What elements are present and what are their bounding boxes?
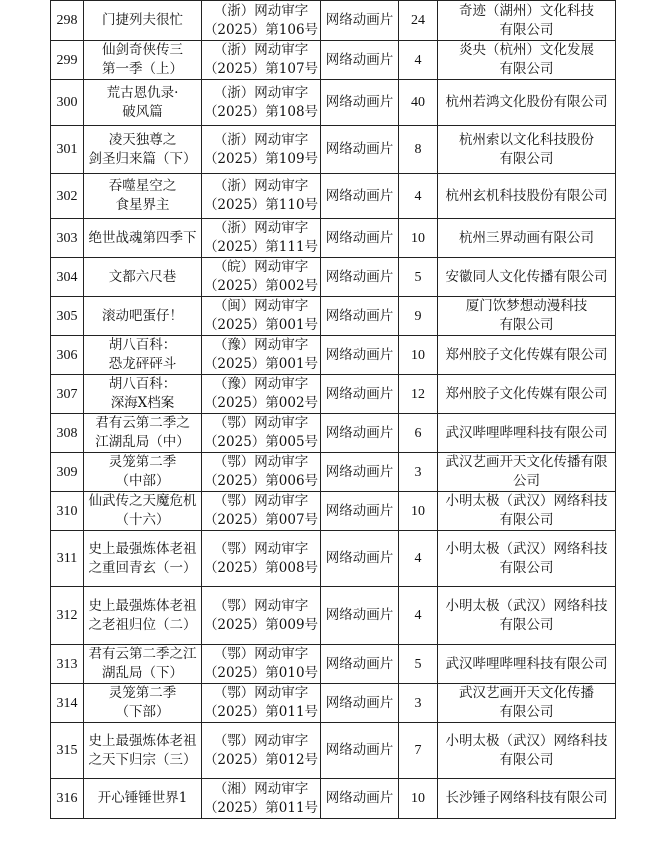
title-cell <box>84 41 202 80</box>
company-cell-line: 炎央（杭州）文化发展 <box>459 42 594 58</box>
title-cell <box>84 375 202 414</box>
company-cell-line: 武汉哔哩哔哩科技有限公司 <box>445 655 608 672</box>
title-cell <box>84 174 202 219</box>
approval-number-cell-line: （2025）第001号 <box>203 317 319 333</box>
company-cell-line: 郑州胶子文化传媒有限公司 <box>445 346 608 363</box>
title-cell <box>84 414 202 453</box>
company-cell <box>438 297 616 336</box>
company-cell <box>438 174 616 219</box>
row-number-cell: 310 <box>51 492 84 531</box>
category-cell: 网络动画片 <box>321 779 399 819</box>
title-cell-line: 剑圣归来篇（下） <box>88 150 197 167</box>
row-number-cell: 315 <box>51 723 84 779</box>
approval-number-cell <box>202 80 321 126</box>
company-cell <box>438 41 616 80</box>
table-row <box>51 41 616 80</box>
title-cell <box>84 219 202 258</box>
row-number-cell: 305 <box>51 297 84 336</box>
company-cell <box>438 414 616 453</box>
company-cell-line: 有限公司 <box>499 150 554 167</box>
approval-number-cell <box>202 41 321 80</box>
episodes-cell: 40 <box>399 80 438 126</box>
table-row <box>51 414 616 453</box>
approval-number-cell <box>202 645 321 684</box>
table-row <box>51 174 616 219</box>
company-cell-line: 郑州胶子文化传媒有限公司 <box>445 385 608 402</box>
table-row <box>51 453 616 492</box>
episodes-cell: 4 <box>399 174 438 219</box>
approval-number-cell <box>202 336 321 375</box>
title-cell-line: 食星界主 <box>115 197 170 213</box>
company-cell <box>438 684 616 723</box>
episodes-cell: 8 <box>399 126 438 174</box>
episodes-cell: 10 <box>399 219 438 258</box>
title-cell-line: 文都六尺巷 <box>108 268 177 285</box>
company-cell-line: 有限公司 <box>499 21 554 38</box>
table-row <box>51 126 616 174</box>
category-cell: 网络动画片 <box>321 453 399 492</box>
title-cell-line: 之重回青玄（一） <box>88 559 197 576</box>
row-number-cell: 302 <box>51 174 84 219</box>
company-cell-line: 有限公司 <box>499 559 554 576</box>
title-cell-line: 江湖乱局（中） <box>95 434 190 450</box>
title-cell-line: （中部） <box>115 473 170 489</box>
company-cell <box>438 779 616 819</box>
table-body <box>51 1 616 819</box>
title-cell-line: 胡八百科： <box>108 337 177 353</box>
approval-number-cell <box>202 126 321 174</box>
title-cell <box>84 80 202 126</box>
company-cell-line: 公司 <box>513 473 540 489</box>
title-cell-line: 灵笼第二季 <box>108 454 177 470</box>
approval-number-cell-line: （2025）第001号 <box>203 356 319 372</box>
approval-number-cell-line: （2025）第006号 <box>203 473 319 489</box>
company-cell-line: 有限公司 <box>499 616 554 633</box>
episodes-cell: 5 <box>399 258 438 297</box>
table-row <box>51 779 616 819</box>
category-cell: 网络动画片 <box>321 375 399 414</box>
company-cell <box>438 492 616 531</box>
title-cell-line: 开心锤锤世界1 <box>97 790 188 806</box>
episodes-cell: 6 <box>399 414 438 453</box>
title-cell <box>84 258 202 297</box>
row-number-cell: 309 <box>51 453 84 492</box>
company-cell <box>438 453 616 492</box>
approval-number-cell-line: （2025）第107号 <box>203 61 319 77</box>
company-cell-line: 小明太极（武汉）网络科技 <box>445 597 608 614</box>
episodes-cell: 12 <box>399 375 438 414</box>
company-cell <box>438 336 616 375</box>
title-cell-line: （十六） <box>115 512 170 528</box>
approval-number-cell-line: （浙）网动审字 <box>213 178 309 194</box>
episodes-cell: 4 <box>399 587 438 645</box>
approval-number-cell-line: （2025）第108号 <box>203 103 319 120</box>
company-cell <box>438 531 616 587</box>
title-cell <box>84 297 202 336</box>
company-cell-line: 厦门饮梦想动漫科技 <box>465 298 588 314</box>
company-cell-line: 有限公司 <box>499 317 554 333</box>
category-cell: 网络动画片 <box>321 492 399 531</box>
table-row <box>51 587 616 645</box>
approval-number-cell-line: （2025）第008号 <box>203 559 319 576</box>
approval-number-cell <box>202 531 321 587</box>
approval-number-cell-line: （2025）第002号 <box>203 278 319 294</box>
approval-table <box>50 0 616 819</box>
episodes-cell: 7 <box>399 723 438 779</box>
approval-number-cell <box>202 453 321 492</box>
row-number-cell: 298 <box>51 1 84 41</box>
table-row <box>51 684 616 723</box>
approval-number-cell-line: （鄂）网动审字 <box>213 415 309 431</box>
company-cell-line: 安徽同人文化传播有限公司 <box>445 268 608 285</box>
company-cell-line: 武汉艺画开天文化传播有限 <box>445 454 608 470</box>
title-cell <box>84 1 202 41</box>
category-cell: 网络动画片 <box>321 174 399 219</box>
approval-number-cell <box>202 174 321 219</box>
company-cell <box>438 375 616 414</box>
company-cell-line: 杭州索以文化科技股份 <box>459 131 594 148</box>
title-cell-line: 滚动吧蛋仔！ <box>102 307 183 324</box>
title-cell-line: 之天下归宗（三） <box>88 751 197 768</box>
table-row <box>51 258 616 297</box>
approval-number-cell-line: （2025）第005号 <box>203 434 319 450</box>
company-cell <box>438 723 616 779</box>
category-cell: 网络动画片 <box>321 1 399 41</box>
title-cell-line: （下部） <box>115 704 170 720</box>
company-cell-line: 奇迹（湖州）文化科技 <box>459 2 594 19</box>
category-cell: 网络动画片 <box>321 723 399 779</box>
title-cell <box>84 336 202 375</box>
company-cell <box>438 1 616 41</box>
page-bottom-margin <box>0 840 660 866</box>
title-cell-line: 君有云第二季之江 <box>88 646 197 662</box>
company-cell-line: 有限公司 <box>499 512 554 528</box>
title-cell-line: 史上最强炼体老祖 <box>88 540 197 557</box>
row-number-cell: 307 <box>51 375 84 414</box>
table-row <box>51 492 616 531</box>
category-cell: 网络动画片 <box>321 126 399 174</box>
category-cell: 网络动画片 <box>321 587 399 645</box>
approval-number-cell-line: （豫）网动审字 <box>213 337 309 353</box>
approval-number-cell-line: （2025）第106号 <box>203 21 319 38</box>
approval-number-cell <box>202 1 321 41</box>
company-cell-line: 杭州三界动画有限公司 <box>459 229 594 246</box>
approval-number-cell-line: （2025）第010号 <box>203 665 319 681</box>
row-number-cell: 300 <box>51 80 84 126</box>
category-cell: 网络动画片 <box>321 297 399 336</box>
approval-number-cell-line: （鄂）网动审字 <box>213 540 309 557</box>
table-row <box>51 297 616 336</box>
row-number-cell: 299 <box>51 41 84 80</box>
company-cell <box>438 219 616 258</box>
episodes-cell: 5 <box>399 645 438 684</box>
category-cell: 网络动画片 <box>321 684 399 723</box>
table-row <box>51 375 616 414</box>
title-cell-line: 门捷列夫很忙 <box>102 12 183 28</box>
category-cell: 网络动画片 <box>321 219 399 258</box>
approval-number-cell <box>202 779 321 819</box>
approval-number-cell-line: （2025）第111号 <box>203 239 319 255</box>
table-row <box>51 1 616 41</box>
approval-number-cell-line: （2025）第012号 <box>203 751 319 768</box>
episodes-cell: 3 <box>399 684 438 723</box>
table-row <box>51 336 616 375</box>
row-number-cell: 316 <box>51 779 84 819</box>
approval-number-cell <box>202 414 321 453</box>
approval-number-cell <box>202 492 321 531</box>
title-cell <box>84 453 202 492</box>
row-number-cell: 313 <box>51 645 84 684</box>
company-cell-line: 杭州若鸿文化股份有限公司 <box>445 94 608 110</box>
title-cell <box>84 779 202 819</box>
title-cell <box>84 645 202 684</box>
title-cell-line: 湖乱局（下） <box>102 665 183 681</box>
approval-number-cell <box>202 258 321 297</box>
company-cell <box>438 80 616 126</box>
table-row <box>51 645 616 684</box>
episodes-cell: 10 <box>399 779 438 819</box>
title-cell-line: 绝世战魂第四季下 <box>88 229 197 246</box>
row-number-cell: 301 <box>51 126 84 174</box>
title-cell-line: 之老祖归位（二） <box>88 616 197 633</box>
company-cell-line: 小明太极（武汉）网络科技 <box>445 493 608 509</box>
approval-number-cell-line: （浙）网动审字 <box>213 84 309 101</box>
approval-number-cell-line: （浙）网动审字 <box>213 42 309 58</box>
approval-number-cell-line: （2025）第110号 <box>203 197 319 213</box>
approval-number-cell-line: （浙）网动审字 <box>213 220 309 236</box>
company-cell-line: 长沙锤子网络科技有限公司 <box>445 790 608 806</box>
row-number-cell: 306 <box>51 336 84 375</box>
title-cell-line: 荒古恩仇录· <box>106 84 179 101</box>
approval-number-cell-line: （鄂）网动审字 <box>213 732 309 749</box>
row-number-cell: 314 <box>51 684 84 723</box>
approval-number-cell-line: （豫）网动审字 <box>213 376 309 392</box>
episodes-cell: 10 <box>399 336 438 375</box>
category-cell: 网络动画片 <box>321 336 399 375</box>
approval-number-cell-line: （2025）第007号 <box>203 512 319 528</box>
company-cell-line: 有限公司 <box>499 704 554 720</box>
approval-number-cell-line: （鄂）网动审字 <box>213 646 309 662</box>
table-row <box>51 219 616 258</box>
episodes-cell: 9 <box>399 297 438 336</box>
approval-number-cell-line: （鄂）网动审字 <box>213 597 309 614</box>
approval-number-cell-line: （2025）第009号 <box>203 616 319 633</box>
approval-number-cell <box>202 684 321 723</box>
title-cell-line: 胡八百科： <box>108 376 177 392</box>
approval-number-cell-line: （2025）第002号 <box>203 395 319 411</box>
approval-number-cell-line: （2025）第011号 <box>203 799 319 816</box>
approval-number-cell-line: （2025）第109号 <box>203 150 319 167</box>
company-cell-line: 杭州玄机科技股份有限公司 <box>445 187 608 204</box>
title-cell <box>84 531 202 587</box>
title-cell <box>84 587 202 645</box>
approval-number-cell-line: （浙）网动审字 <box>213 2 309 19</box>
category-cell: 网络动画片 <box>321 80 399 126</box>
row-number-cell: 312 <box>51 587 84 645</box>
table-row <box>51 723 616 779</box>
company-cell-line: 武汉哔哩哔哩科技有限公司 <box>445 424 608 441</box>
title-cell-line: 吞噬星空之 <box>108 178 177 194</box>
category-cell: 网络动画片 <box>321 414 399 453</box>
title-cell-line: 深海X档案 <box>110 395 175 411</box>
title-cell-line: 仙武传之天魔危机 <box>88 493 197 509</box>
company-cell <box>438 587 616 645</box>
table-row <box>51 80 616 126</box>
row-number-cell: 308 <box>51 414 84 453</box>
title-cell-line: 史上最强炼体老祖 <box>88 732 197 749</box>
category-cell: 网络动画片 <box>321 41 399 80</box>
title-cell <box>84 126 202 174</box>
episodes-cell: 10 <box>399 492 438 531</box>
approval-number-cell-line: （鄂）网动审字 <box>213 493 309 509</box>
approval-number-cell-line: （湘）网动审字 <box>213 780 309 797</box>
approval-number-cell <box>202 297 321 336</box>
row-number-cell: 303 <box>51 219 84 258</box>
approval-number-cell <box>202 375 321 414</box>
title-cell-line: 史上最强炼体老祖 <box>88 597 197 614</box>
episodes-cell: 3 <box>399 453 438 492</box>
episodes-cell: 4 <box>399 41 438 80</box>
category-cell: 网络动画片 <box>321 645 399 684</box>
title-cell <box>84 492 202 531</box>
category-cell: 网络动画片 <box>321 258 399 297</box>
approval-number-cell-line: （浙）网动审字 <box>213 131 309 148</box>
approval-number-cell-line: （2025）第011号 <box>203 704 319 720</box>
approval-number-cell-line: （鄂）网动审字 <box>213 454 309 470</box>
company-cell-line: 有限公司 <box>499 61 554 77</box>
company-cell-line: 武汉艺画开天文化传播 <box>459 685 594 701</box>
approval-number-cell-line: （皖）网动审字 <box>213 259 309 275</box>
approval-number-cell <box>202 219 321 258</box>
company-cell-line: 小明太极（武汉）网络科技 <box>445 732 608 749</box>
episodes-cell: 4 <box>399 531 438 587</box>
company-cell <box>438 258 616 297</box>
company-cell <box>438 645 616 684</box>
company-cell <box>438 126 616 174</box>
title-cell-line: 灵笼第二季 <box>108 685 177 701</box>
row-number-cell: 304 <box>51 258 84 297</box>
episodes-cell: 24 <box>399 1 438 41</box>
title-cell <box>84 684 202 723</box>
company-cell-line: 小明太极（武汉）网络科技 <box>445 540 608 557</box>
approval-number-cell <box>202 723 321 779</box>
company-cell-line: 有限公司 <box>499 751 554 768</box>
approval-number-cell <box>202 587 321 645</box>
title-cell <box>84 723 202 779</box>
table-row <box>51 531 616 587</box>
approval-number-cell-line: （闽）网动审字 <box>213 298 309 314</box>
title-cell-line: 君有云第二季之 <box>95 415 190 431</box>
title-cell-line: 凌天独尊之 <box>108 131 177 148</box>
title-cell-line: 破风篇 <box>122 103 163 120</box>
title-cell-line: 第一季（上） <box>102 61 183 77</box>
title-cell-line: 仙剑奇侠传三 <box>102 42 183 58</box>
row-number-cell: 311 <box>51 531 84 587</box>
title-cell-line: 恐龙砰砰斗 <box>108 356 177 372</box>
category-cell: 网络动画片 <box>321 531 399 587</box>
approval-number-cell-line: （鄂）网动审字 <box>213 685 309 701</box>
